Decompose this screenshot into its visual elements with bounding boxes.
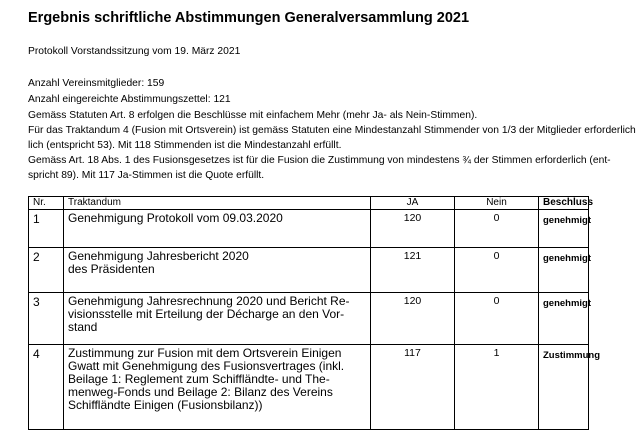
traktandum-line: stand — [68, 320, 98, 334]
row-nein: 1 — [455, 345, 539, 430]
info-line: Gemäss Art. 18 Abs. 1 des Fusionsgesetzes ist für die Fusion die Zustimmung von mindestens ¾ der Stimmen erforderlich (ent- — [28, 155, 611, 166]
info-line: Für das Traktandum 4 (Fusion mit Ortsverein) ist gemäss Statuten eine Mindestanzahl Stimmender von 1/3 der Mitglieder erforderlich — [28, 125, 636, 136]
table-row — [29, 293, 589, 345]
header-traktandum: Traktandum — [64, 197, 371, 210]
row-ja: 121 — [371, 248, 455, 293]
row-traktandum — [64, 248, 371, 293]
header-nein: Nein — [455, 197, 539, 210]
traktandum-line: Zustimmung zur Fusion mit dem Ortsverein Einigen — [68, 346, 342, 360]
table-row — [29, 345, 589, 430]
info-line: Anzahl Vereinsmitglieder: 159 — [28, 78, 165, 89]
traktandum-line: Genehmigung Protokoll vom 09.03.2020 — [68, 211, 283, 225]
results-table — [28, 196, 600, 430]
info-line: lich (entspricht 53). Mit 118 Stimmenden ist die Mindestanzahl erfüllt. — [28, 140, 342, 151]
table-row — [29, 248, 589, 293]
row-nr: 1 — [29, 210, 64, 248]
row-traktandum — [64, 345, 371, 430]
header-ja: JA — [371, 197, 455, 210]
row-nr: 3 — [29, 293, 64, 345]
row-beschluss: genehmigt — [539, 248, 589, 293]
row-traktandum — [64, 210, 371, 248]
traktandum-line: Schiffländte Einigen (Fusionsbilanz)) — [68, 398, 263, 412]
traktandum-line: Genehmigung Jahresbericht 2020 — [68, 249, 249, 263]
row-beschluss: genehmigt — [539, 293, 589, 345]
traktandum-line: des Präsidenten — [68, 262, 155, 276]
row-beschluss: genehmigt — [539, 210, 589, 248]
traktandum-line: Beilage 1: Reglement zum Schiffländte- und The- — [68, 372, 330, 386]
info-line: Gemäss Statuten Art. 8 erfolgen die Beschlüsse mit einfachem Mehr (mehr Ja- als Nein-Stimmen). — [28, 110, 478, 121]
traktandum-line: menweg-Fonds und Beilage 2: Bilanz des Vereins — [68, 385, 333, 399]
table-row — [29, 210, 589, 248]
row-ja: 120 — [371, 210, 455, 248]
header-nr: Nr. — [29, 197, 64, 210]
row-beschluss: Zustimmung — [539, 345, 589, 430]
row-nein: 0 — [455, 248, 539, 293]
info-line: spricht 89). Mit 117 Ja-Stimmen ist die Quote erfüllt. — [28, 170, 265, 181]
header-beschluss: Beschluss — [539, 197, 589, 210]
row-nr: 2 — [29, 248, 64, 293]
traktandum-line: Gwatt mit Genehmigung des Fusionsvertrages (inkl. — [68, 359, 345, 373]
info-line: Anzahl eingereichte Abstimmungszettel: 121 — [28, 94, 231, 105]
table-header-row — [29, 197, 589, 210]
row-nr: 4 — [29, 345, 64, 430]
row-ja: 117 — [371, 345, 455, 430]
row-ja: 120 — [371, 293, 455, 345]
row-nein: 0 — [455, 210, 539, 248]
traktandum-line: visionsstelle mit Erteilung der Décharge an den Vor- — [68, 307, 345, 321]
traktandum-line: Genehmigung Jahresrechnung 2020 und Bericht Re- — [68, 294, 350, 308]
row-traktandum — [64, 293, 371, 345]
page-title: Ergebnis schriftliche Abstimmungen Generalversammlung 2021 — [28, 10, 470, 26]
row-nein: 0 — [455, 293, 539, 345]
protocol-line: Protokoll Vorstandssitzung vom 19. März 2021 — [28, 46, 241, 57]
